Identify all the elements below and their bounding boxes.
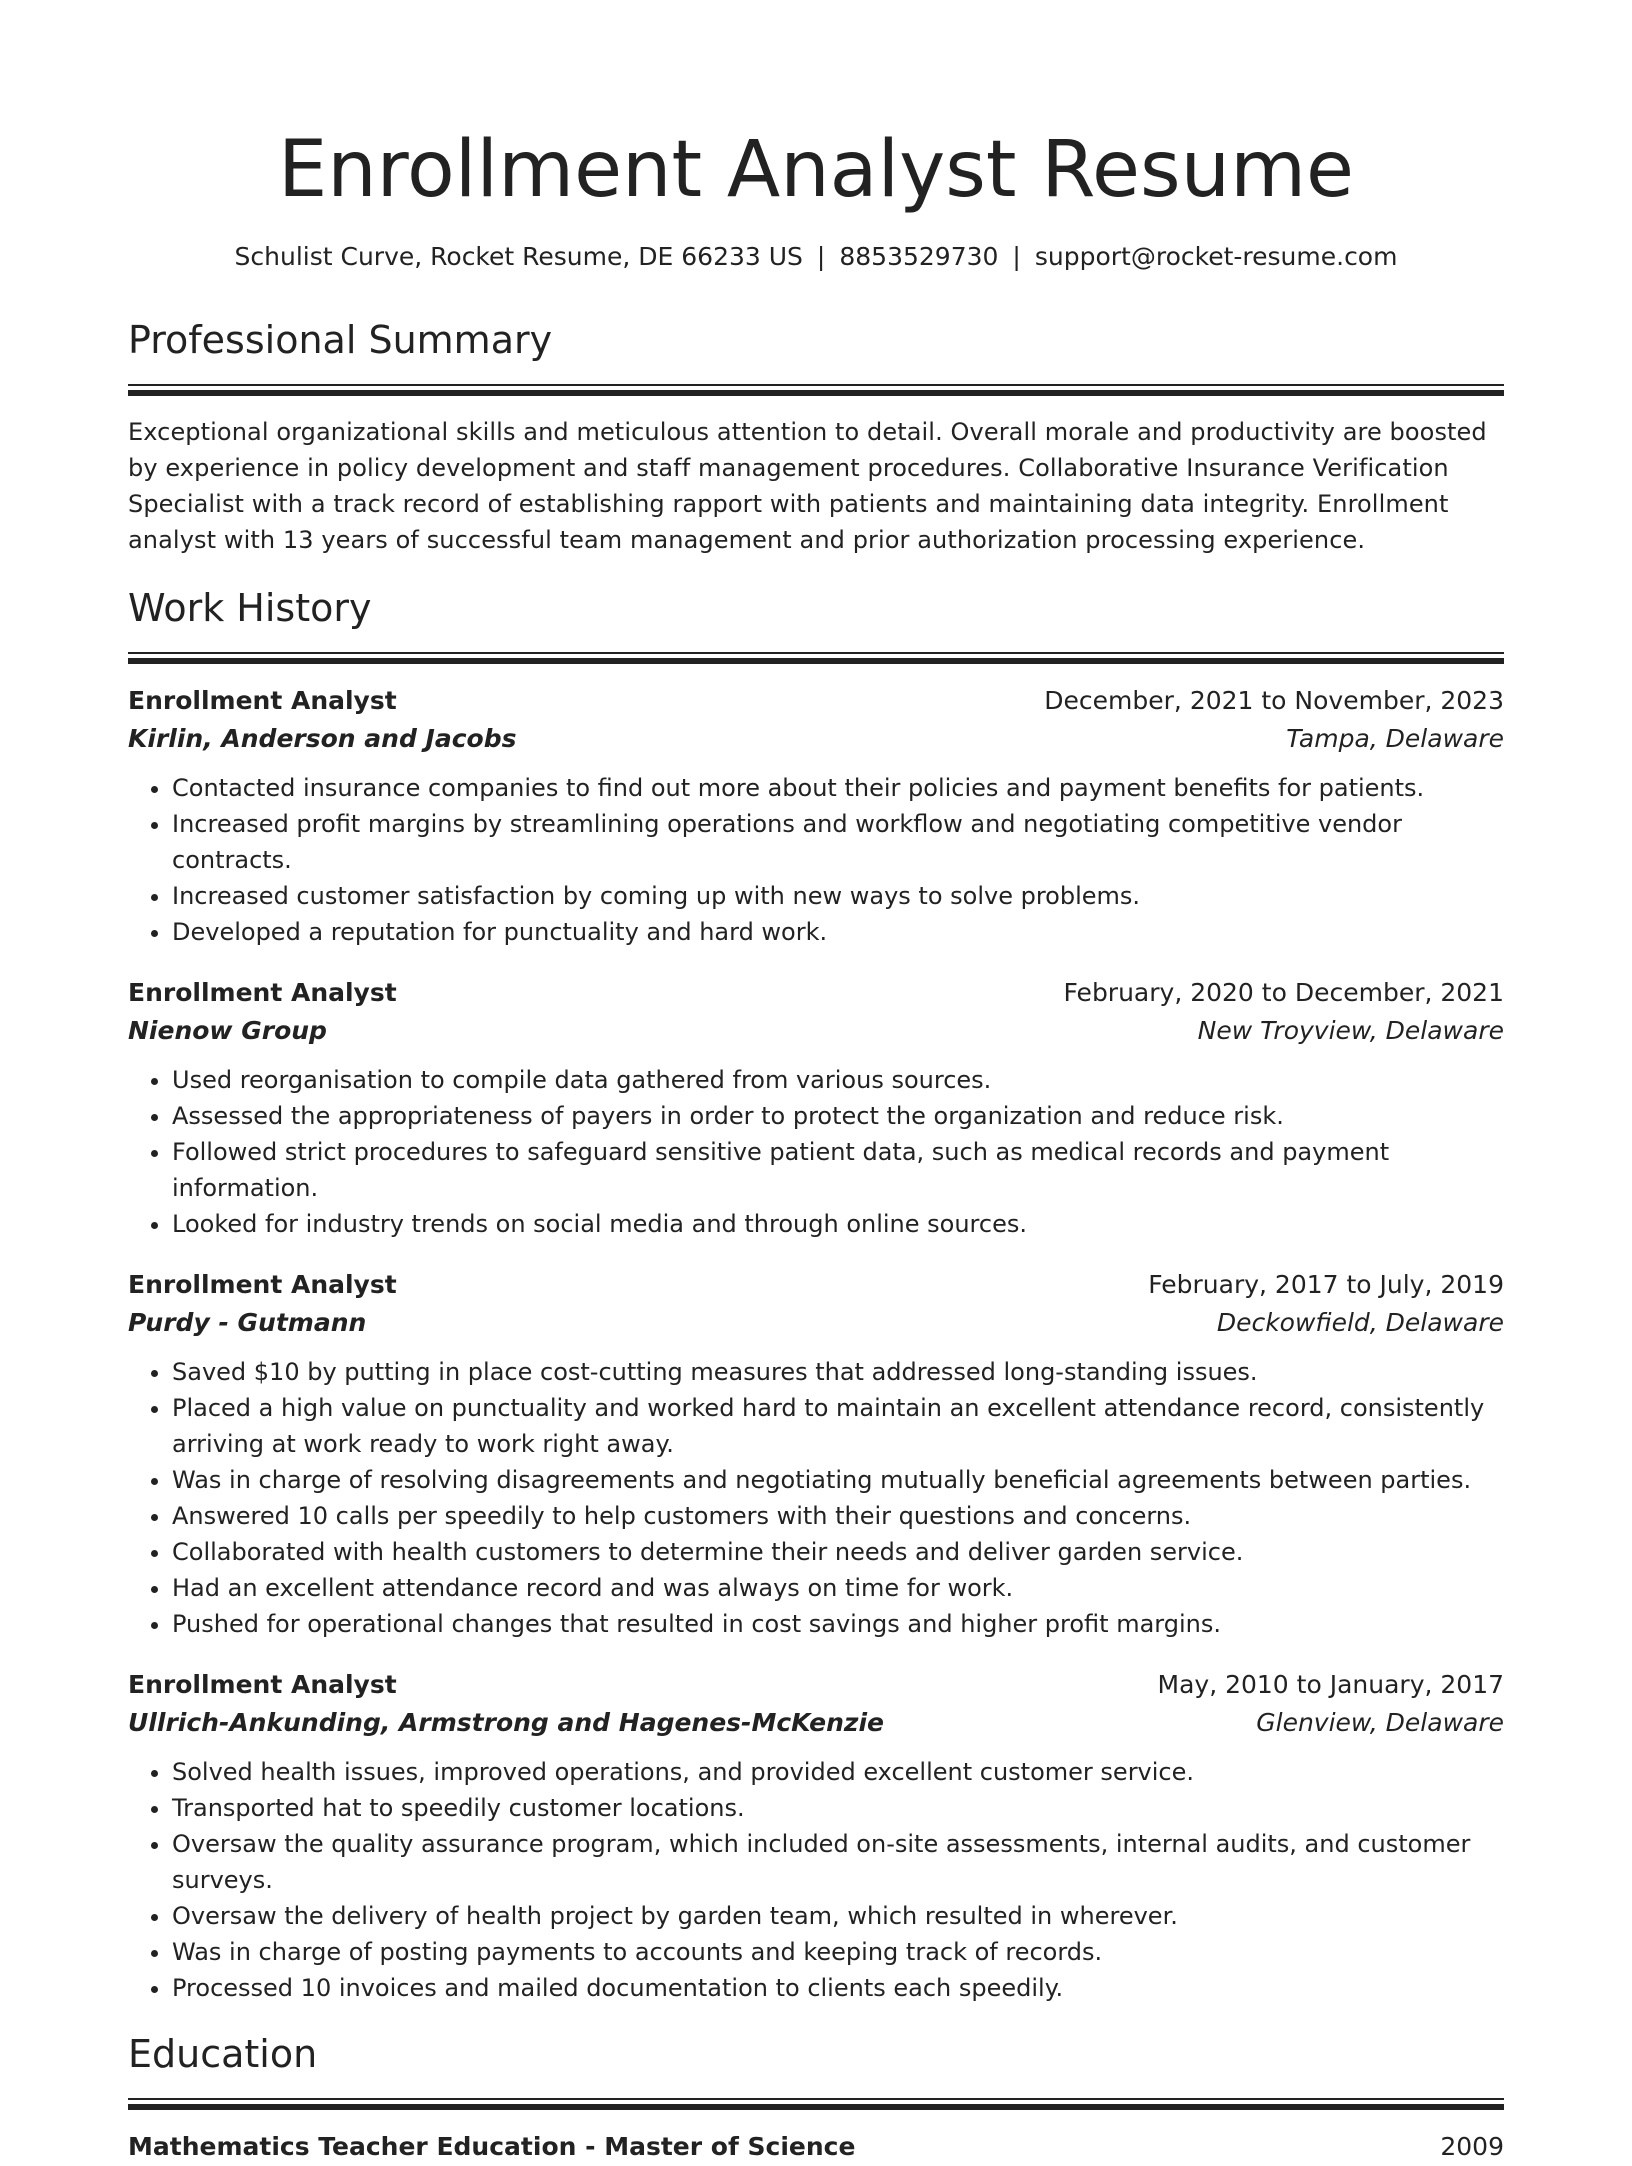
job-dates: February, 2020 to December, 2021 [1063, 978, 1504, 1007]
job-location: Tampa, Delaware [1286, 724, 1504, 753]
job-bullets [128, 1062, 1504, 1242]
contact-phone: 8853529730 [839, 242, 999, 271]
job-title: Enrollment Analyst [128, 1670, 397, 1699]
job-bullet: • Looked for industry trends on social media and through online sources. [172, 1206, 1504, 1242]
education-heading: Education [128, 2032, 318, 2076]
work-history-section [128, 584, 1504, 2006]
job-bullet: • Oversaw the delivery of health project by garden team, which resulted in wherever. [172, 1898, 1504, 1934]
job-company: Nienow Group [128, 1016, 327, 1045]
job-entry [128, 974, 1504, 1242]
job-entry [128, 1666, 1504, 2006]
education-section [128, 2030, 1504, 2166]
job-header-row [128, 974, 1504, 1012]
job-bullet: • Saved $10 by putting in place cost-cutting measures that addressed long-standing issues. [172, 1354, 1504, 1390]
job-title: Enrollment Analyst [128, 686, 397, 715]
job-dates: February, 2017 to July, 2019 [1148, 1270, 1504, 1299]
job-location: Glenview, Delaware [1256, 1708, 1504, 1737]
job-header-row [128, 682, 1504, 720]
job-location: New Troyview, Delaware [1197, 1016, 1504, 1045]
job-title: Enrollment Analyst [128, 1270, 397, 1299]
section-divider [128, 652, 1504, 664]
job-dates: December, 2021 to November, 2023 [1044, 686, 1504, 715]
job-bullet: • Answered 10 calls per speedily to help customers with their questions and concerns. [172, 1498, 1504, 1534]
education-year: 2009 [1440, 2132, 1504, 2161]
resume-title: Enrollment Analyst Resume [277, 125, 1355, 215]
contact-address: Schulist Curve, Rocket Resume, DE 66233 US [234, 242, 803, 271]
job-bullet: • Processed 10 invoices and mailed documentation to clients each speedily. [172, 1970, 1504, 2006]
job-bullet: • Developed a reputation for punctuality and hard work. [172, 914, 1504, 950]
job-bullet: • Pushed for operational changes that resulted in cost savings and higher profit margins. [172, 1606, 1504, 1642]
job-company-row [128, 1304, 1504, 1342]
job-bullet: • Increased profit margins by streamlining operations and workflow and negotiating competitive vendor contracts. [172, 806, 1504, 878]
work-history-heading: Work History [128, 586, 372, 630]
contact-email: support@rocket-resume.com [1034, 242, 1398, 271]
job-company-row [128, 1704, 1504, 1742]
job-company: Ullrich-Ankunding, Armstrong and Hagenes-McKenzie [128, 1708, 884, 1737]
resume-page [128, 0, 1504, 2166]
summary-text: Exceptional organizational skills and meticulous attention to detail. Overall morale and productivity are boosted by experience in policy development and staff management procedures. Collaborative Insurance Verification Specialist with a track record of establishing rapport with patients and maintaining data integrity. Enrollment analyst with 13 years of successful team management and prior authorization processing experience. [128, 418, 1487, 554]
job-company-row [128, 720, 1504, 758]
job-header-row [128, 1266, 1504, 1304]
job-bullets [128, 1354, 1504, 1642]
job-bullet: • Used reorganisation to compile data gathered from various sources. [172, 1062, 1504, 1098]
contact-separator: | [1012, 242, 1021, 271]
job-bullet: • Increased customer satisfaction by coming up with new ways to solve problems. [172, 878, 1504, 914]
education-entry [128, 2128, 1504, 2166]
job-bullet: • Placed a high value on punctuality and worked hard to maintain an excellent attendance record, consistently arriving at work ready to work right away. [172, 1390, 1504, 1462]
summary-section [128, 316, 1504, 558]
job-bullet: • Transported hat to speedily customer locations. [172, 1790, 1504, 1826]
contact-line [128, 240, 1504, 274]
job-entry [128, 1266, 1504, 1642]
job-company-row [128, 1012, 1504, 1050]
job-header-row [128, 1666, 1504, 1704]
section-divider [128, 2098, 1504, 2110]
job-bullet: • Followed strict procedures to safeguard sensitive patient data, such as medical records and payment information. [172, 1134, 1504, 1206]
job-bullet: • Solved health issues, improved operations, and provided excellent customer service. [172, 1754, 1504, 1790]
job-company: Purdy - Gutmann [128, 1308, 367, 1337]
job-bullet: • Collaborated with health customers to determine their needs and deliver garden service. [172, 1534, 1504, 1570]
education-degree: Mathematics Teacher Education - Master of Science [128, 2132, 856, 2161]
job-bullet: • Contacted insurance companies to find out more about their policies and payment benefits for patients. [172, 770, 1504, 806]
job-bullet: • Assessed the appropriateness of payers in order to protect the organization and reduce risk. [172, 1098, 1504, 1134]
job-title: Enrollment Analyst [128, 978, 397, 1007]
job-bullets [128, 770, 1504, 950]
job-company: Kirlin, Anderson and Jacobs [128, 724, 517, 753]
contact-separator: | [816, 242, 826, 271]
job-bullet: • Oversaw the quality assurance program, which included on-site assessments, internal audits, and customer surveys. [172, 1826, 1504, 1898]
summary-heading: Professional Summary [128, 318, 553, 362]
job-bullet: • Was in charge of resolving disagreements and negotiating mutually beneficial agreements between parties. [172, 1462, 1504, 1498]
job-entry [128, 682, 1504, 950]
section-divider [128, 384, 1504, 396]
job-bullet: • Had an excellent attendance record and was always on time for work. [172, 1570, 1504, 1606]
job-location: Deckowfield, Delaware [1216, 1308, 1504, 1337]
job-bullets [128, 1754, 1504, 2006]
job-bullet: • Was in charge of posting payments to accounts and keeping track of records. [172, 1934, 1504, 1970]
job-dates: May, 2010 to January, 2017 [1157, 1670, 1504, 1699]
